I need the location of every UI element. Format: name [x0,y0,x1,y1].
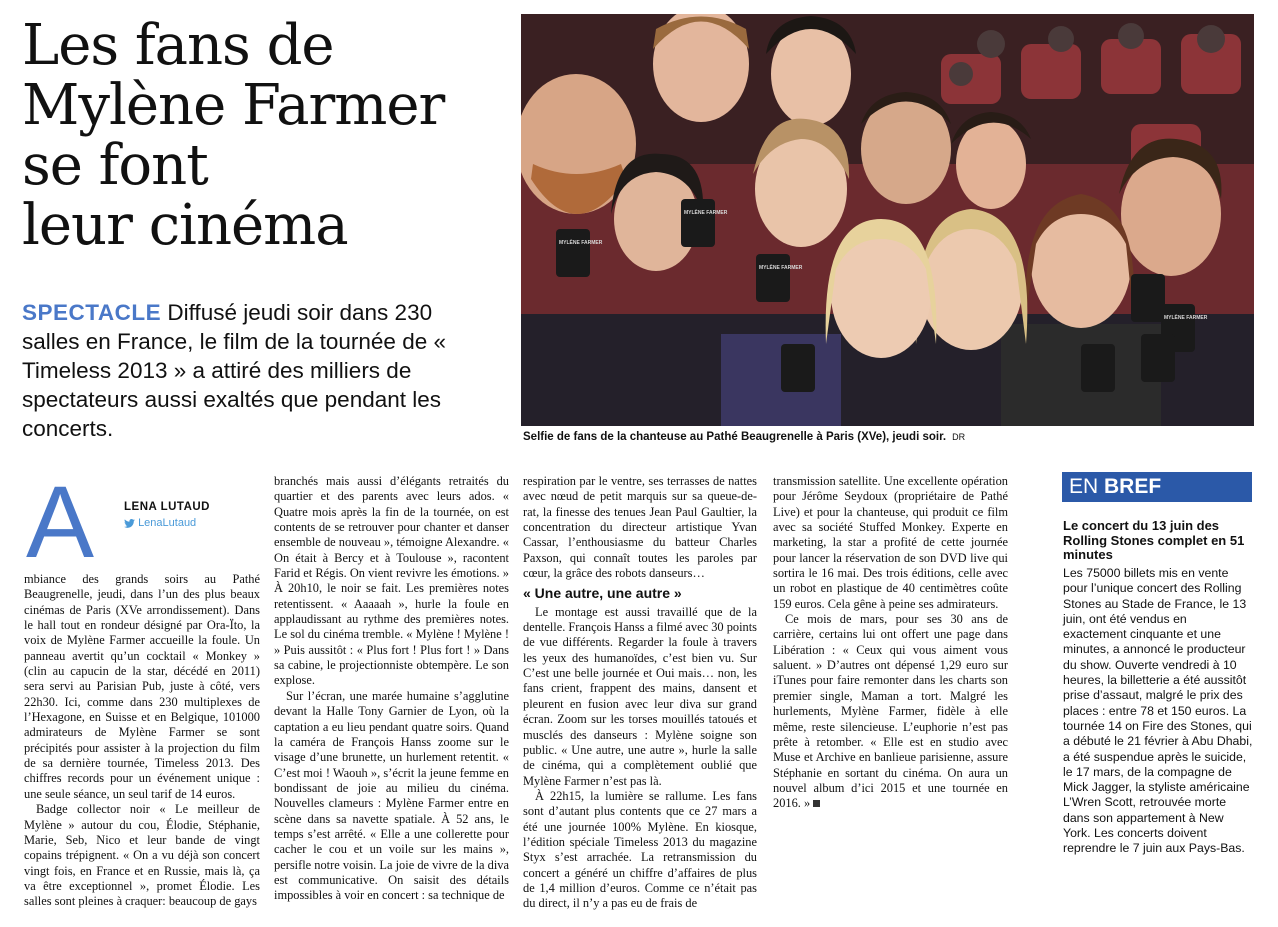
article-column-2 [274,474,509,904]
article-column-1 [24,465,260,910]
twitter-bird-icon [124,519,135,528]
photo-credit: DR [952,432,966,442]
badge-text: MYLÈNE FARMER [1164,315,1208,321]
bref-label-light: EN [1069,475,1105,498]
article-paragraph: respiration par le ventre, ses terrasses de nattes avec nœud de petit marquis sur sa queue-de-rat, la finesse des tenues Jean Paul Gaultier, la concentration du directeur artistique Yvan Cassar, l’enthousiasme du batteur Charles Paxson, qui connaît toutes les paroles par cœur, la grâce des robots danseurs… [523,474,757,581]
photo-illustration [521,14,1254,426]
badge-text: MYLÈNE FARMER [759,265,803,271]
fans-selfie-photo [521,14,1254,426]
article-paragraph: mbiance des grands soirs au Pathé Beaugrenelle, jeudi, dans l’un des plus beaux cinémas de Paris (XVe arrondissement). Dans le hall tout en rondeur désigné par Ora-Ïto, la voix de Mylène Farmer accueille la foule. Un panneau avertit qu’un cocktail « Monkey » (clin au capucin de la star, décédé en 2011) sera servi au Parisian Pub, juste à côté, vers 22h30. Ici, comme dans 230 multiplexes de l’Hexagone, en Suisse et en Belgique, 101000 admirateurs de Mylène Farmer se sont précipités pour assister à la projection du film de sa dernière tournée, Timeless 2013. Des chiffres records pour un événement unique : une seule séance, un seul tarif de 14 euros. [24,572,260,801]
twitter-handle[interactable] [124,516,196,531]
article-paragraph: transmission satellite. Une excellente opération pour Jérôme Seydoux (propriétaire de Pathé Live) et pour la chanteuse, qui produit ce film avec sa société Stuffed Monkey. Experte en marketing, la star a profité de cette journée pour lancer la réservation de son DVD live qui sortira le 16 mai. Des trois éditions, celle avec un robot en plastique de 40 centimètres coûte 159 euros. Cela gêne à peine ses admirateurs. [773,474,1008,611]
bref-text: Les 75000 billets mis en vente pour l’unique concert des Rolling Stones au Stade de France, le 13 juin, ont été vendus en exactement cinquante et une minutes, a annoncé le producteur du show. Ouverte vendredi à 10 heures, la billetterie a été aussitôt prise d’assaut, malgré le prix des places : entre 78 et 150 euros. La tournée 14 on Fire des Stones, qui a débuté le 21 février à Abu Dhabi, a été suspendue après le suicide, le 17 mars, de la compagne de Mick Jagger, la styliste américaine L’Wren Scott, retrouvée morte dans son appartement à New York. Les concerts doivent reprendre le 7 juin aux Pays-Bas. [1063,566,1253,856]
badge-text: MYLÈNE FARMER [684,210,728,216]
drop-cap: A [26,465,95,579]
bref-label-bold: BREF [1104,475,1162,498]
headline-line-1: Les fans de [22,13,334,78]
twitter-handle-text: LenaLutaud [138,517,197,529]
badge-text: MYLÈNE FARMER [559,240,603,246]
deck [22,298,492,443]
end-of-article-mark [813,800,820,807]
subhead: « Une autre, une autre » [523,585,682,602]
article-paragraph: Ce mois de mars, pour ses 30 ans de carrière, certains lui ont offert une page dans Libération : « Ceux qui vous aiment vous saluent. » D’autres ont dépensé 1,29 euro sur iTunes pour faire remonter dans les charts son premier single, Maman a tort. Malgré les hurlements, Mylène Farmer, fidèle à elle même, reste silencieuse. L’euphorie n’est pas prête à retomber. « Elle est en studio avec Muse et Archive en banlieue parisienne, assure Stéphanie en sortant du cinéma. On aura un nouvel album d’ici 2015 et une tournée en 2016. » [773,612,1008,811]
deck-kicker: SPECTACLE [22,300,162,325]
author-name: LENA LUTAUD [124,501,210,513]
article-paragraph: Sur l’écran, une marée humaine s’agglutine devant la Halle Tony Garnier de Lyon, où la captation a eu lieu pendant quatre soirs. Quand la caméra de François Hanss zoome sur le visage d’une brunette, un hurlement retentit. « C’est moi ! Waouh », s’écrit la jeune femme en bondissant de joie au milieu du cinéma. Nouvelles clameurs : Mylène Farmer entre en scène dans sa navette spatiale. À 52 ans, le temps s’est arrêté. « Elle a une collerette pour cacher le cou et un voile sur les mains », persifle notre voisin. La joie de vivre de la diva est communicative. On saisit des détails impossibles à voir en concert : sa technique de [274,688,509,903]
headline-line-4: leur cinéma [22,193,348,258]
headline-line-2: Mylène Farmer [22,73,445,138]
article-column-3 [523,474,757,912]
photo-caption [523,431,1253,443]
article-paragraph: Le montage est aussi travaillé que de la dentelle. François Hanss a filmé avec 30 points de vue différents. Regarder la foule à travers les yeux des humanoïdes, c’est bien vu. Sur C’est une belle journée et Oui mais… non, les fans crient, frappent des mains, dansent et pleurent en fusion avec leur diva sur grand écran. Zoom sur les torses mouillés tatoués et musclés des danseurs : Mylène soigne son public. « Une autre, une autre », hurle la salle de cinéma, qui a complètement oublié que Mylène Farmer n’est pas là. [523,604,757,788]
byline [24,465,260,579]
headline [22,13,512,258]
headline-line-3: se font [22,133,208,198]
deck-text: Diffusé jeudi soir dans 230 salles en France, le film de la tournée de « Timeless 2013 » a attiré des milliers de spectateurs aussi exaltés que pendant les concerts. [22,300,446,441]
caption-text: Selfie de fans de la chanteuse au Pathé Beaugrenelle à Paris (XVe), jeudi soir. [523,431,947,443]
article-paragraph: branchés mais aussi d’élégants retraités du quartier et des parents avec leurs ados. « Quatre mois après la fin de la tournée, on est contents de se retrouver pour chanter et danser ensemble de nouveau », témoigne Alexandre. « On était à Bercy et à Toulouse », racontent Farid et Régis. On vient revivre les émotions. » À 20h10, le noir se fait. Les premières notes retentissent. « Aaaaah », hurle la foule en applaudissant au rythme des premières notes. Le sol du cinéma tremble. « Mylène ! Mylène ! » Puis aussitôt : « Plus fort ! Plus fort ! » Dans sa cabine, le projectionniste obtempère. Le son explose. [274,474,509,688]
article-paragraph: Badge collector noir « Le meilleur de Mylène » autour du cou, Élodie, Stéphanie, Marie, Seb, Nico et leur bande de vingt copains trépignent. « On a vu déjà son concert vingt fois, en France et en Russie, mais là, ça va être exceptionnel », promet Élodie. Les salles sont pleines à craquer: beaucoup de gays [24,802,260,909]
article-column-4 [773,474,1008,812]
bref-title: Le concert du 13 juin des Rolling Stones complet en 51 minutes [1063,518,1245,562]
en-bref-header [1062,472,1252,502]
article-paragraph: À 22h15, la lumière se rallume. Les fans sont d’autant plus contents que ce 27 mars a été une journée 100% Mylène. En kiosque, l’édition spéciale Timeless 2013 du magazine Styx s’est arrachée. La retransmission du concert a généré un chiffre d’affaires de plus de 1,4 million d’euros. Comme ce n’était pas du direct, il n’y a pas eu de frais de [523,788,757,911]
